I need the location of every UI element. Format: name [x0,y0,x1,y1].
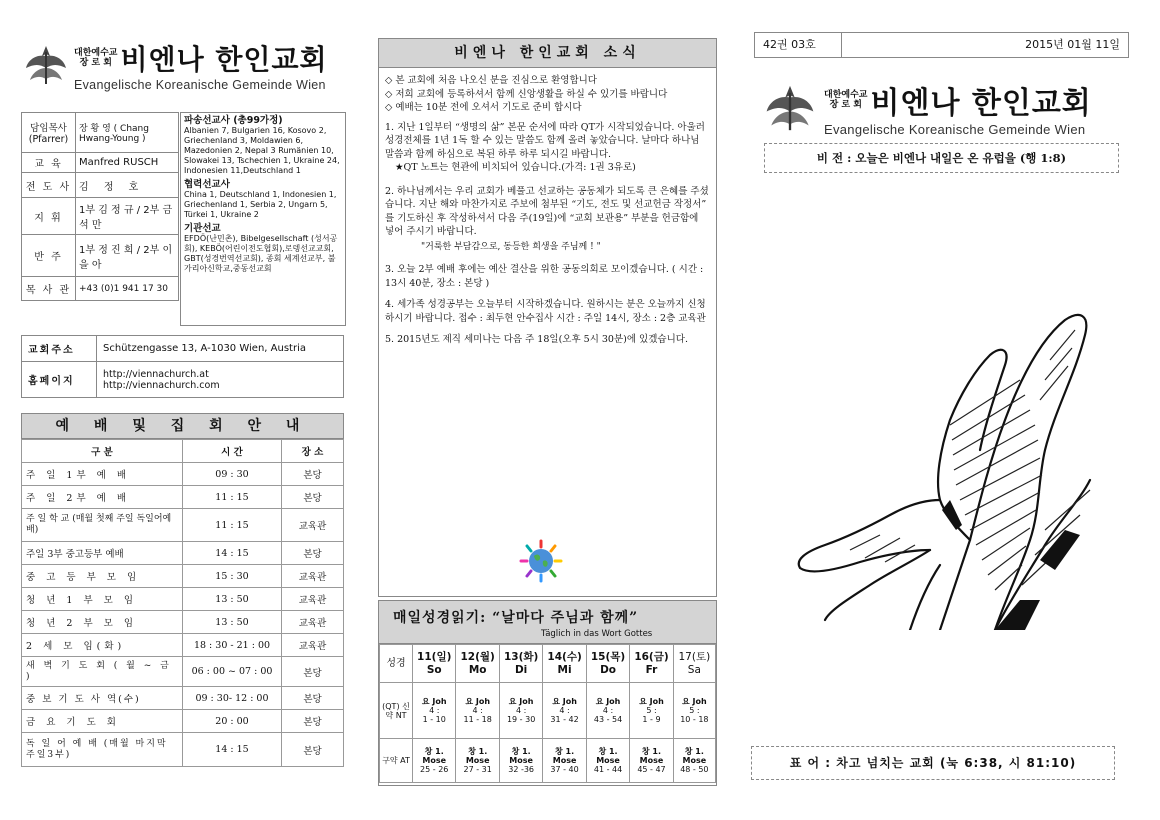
news-intro-2: ◇ 저희 교회에 등록하셔서 함께 신앙생활을 하실 수 있기를 바랍니다 [385,88,668,100]
staff-table: 담임목사 (Pfarrer) 장 황 영 ( Chang Hwang-Young ) 교 육 Manfred RUSCH 전 도 사 김 정 호 지 휘 1부 김 정 규 / 2부 금 석 만 반 주 1부 정 진 희 / 2부 이 을 아 목 사 관 +43 (0)1 941 17 30 [21,112,179,301]
homepage-link-1[interactable]: http://viennachurch.at [103,368,209,380]
church-header-right [762,78,1092,137]
church-logo-icon [762,81,818,135]
news-section [378,38,717,597]
table-row: 주 일 1부 예 배 09 : 30 본당 [22,463,344,486]
issue-volume: 42권 03호 [755,33,842,57]
news-intro-1: ◇ 본 교회에 처음 나오신 분을 진심으로 환영합니다 [385,75,597,86]
table-row: 새 벽 기 도 회 ( 월 ~ 금 ) 06 : 00 ~ 07 : 00 본당 [22,657,344,687]
news-item-2-quote: "거룩한 부담감으로, 동등한 희생을 주님께 ! " [421,241,601,252]
news-item-3: 3. 오늘 2부 예배 후에는 예산 결산을 위한 공동의회로 모이겠습니다. ( 시간 : 13시 40분, 장소 : 본당 ) [385,264,704,289]
table-row: 2 세 모 임(화) 18 : 30 - 21 : 00 교육관 [22,634,344,657]
table-row: 주일 3부 중고등부 예배 14 : 15 본당 [22,542,344,565]
church-logo-icon [22,42,70,88]
denomination-label: 대한예수교 장 로 회 [824,90,868,110]
table-row: 독 일 어 예 배 (매월 마지막 주일3부) 14 : 15 본당 [22,733,344,767]
news-item-1-note: ★QT 노트는 현관에 비치되어 있습니다.(가격: 1권 3유로) [395,162,636,173]
news-item-2: 2. 하나님께서는 우리 교회가 베풀고 선교하는 공동체가 되도록 큰 은혜를 주셨습니다. 지난 해와 마찬가지로 주보에 첨부된 “기도, 전도 및 선교헌금 작정서” 를 기도하신 후 작성하셔서 다음 주(19일)에 “교회 보관용” 부분을 헌금함에 넣어 주시기 바랍니다. [385,185,709,237]
address-label: 교회주소 [22,336,97,362]
church-header-left [22,38,328,92]
church-name-de: Evangelische Koreanische Gemeinde Wien [74,78,326,92]
church-name-de: Evangelische Koreanische Gemeinde Wien [824,122,1086,137]
church-name-ko: 비엔나 한인교회 [120,43,328,76]
news-intro-3: ◇ 예배는 10분 전에 오셔서 기도로 준비 합시다 [385,102,582,113]
table-row: 중 보 기 도 사 역(수) 09 : 30- 12 : 00 본당 [22,687,344,710]
praying-hands-illustration [790,300,1110,630]
news-title: 비엔나 한인교회 소식 [379,39,716,68]
address-value: Schützengasse 13, A-1030 Wien, Austria [97,336,344,362]
denomination-label: 대한예수교 장 로 회 [74,48,118,68]
address-table [21,335,344,398]
homepage-link-2[interactable]: http://viennachurch.com [103,379,220,391]
table-row: 금 요 기 도 회 20 : 00 본당 [22,710,344,733]
table-row: 중 고 등 부 모 임 15 : 30 교육관 [22,565,344,588]
table-row: 주 일 2부 예 배 11 : 15 본당 [22,486,344,509]
missionary-box: 파송선교사 (총99가정) Albanien 7, Bulgarien 16, Kosovo 2, Griechenland 3, Moldawien 6, Mazedonien 2, Nepal 3 Rumänien 10, Slowakei 13, Tschechien 1, Ukraine 24, Indonesien 11,Deutschland 1 협력선교사 China 1, Deutschland 1, Indonesien 1, Griechenland 1, Serbia 2, Ungarn 5, Türkei 1, Ukraine 2 기관선교 EFDÖ(난민촌), Bibelgesellschaft (성서공회), KEBÖ(어린이전도협회),로뎅선교교회, GBT(성경번역선교회), 종회 세계선교부, 불가리아신학교,중동선교회 [180,112,346,326]
bible-reading-title: 매일성경읽기: “날마다 주님과 함께” [393,610,639,626]
news-item-1: 1. 지난 1일부터 “생명의 삶” 본문 순서에 따라 QT가 시작되었습니다. 아울러 성경전체를 1년 1독 할 수 있는 말씀도 함께 올려 놓았습니다. 날마다 하나님 말씀과 함께 하심으로 복된 하루 하루 되시길 바랍니다. [385,121,705,160]
world-mission-globe-icon [517,537,565,585]
issue-date: 2015년 01월 11일 [1025,38,1120,51]
schedule-title: 예 배 및 집 회 안 내 [21,413,344,439]
bible-reading-subtitle: Täglich in das Wort Gottes [541,629,653,639]
church-name-ko: 비엔나 한인교회 [870,86,1092,121]
news-item-4: 4. 세가족 성경공부는 오늘부터 시작하겠습니다. 원하시는 분은 오늘까지 신청하시기 바랍니다. 접수 : 최두현 안수집사 시간 : 주일 14시, 장소 : 2층 교육관 [385,299,706,324]
vision-statement: 비 전 : 오늘은 비엔나 내일은 온 유럽을 (행 1:8) [764,143,1119,173]
schedule-section [21,413,344,767]
table-row: 청 년 2 부 모 임 13 : 50 교육관 [22,611,344,634]
schedule-table: 구 분 시 간 장 소 주 일 1부 예 배 09 : 30 본당 주 일 2부 예 배 11 : 15 본당 주 일 학 교 (매월 첫째 주일 독일어예배) 11 : 15 교육관 주일 3부 중고등부 예배 14 : 15 본당 중 고 등 부 모 임 15 : 30 교육관 청 년 1 부 모 임 13 : 50 교육관 청 년 2 부 모 임 13 : 50 교육관 2 세 모 임(화) 18 : 30 - 21 : 00 교육관 새 벽 기 도 회 ( 월 ~ 금 ) 06 : 00 ~ 07 : 00 본당 중 보 기 도 사 역(수) 09 : 30- 12 : 00 본당 금 요 기 도 회 20 : 00 본당 독 일 어 예 배 (매월 마지막 주일3부) 14 : 15 본당 [21,439,344,767]
table-row: 주 일 학 교 (매월 첫째 주일 독일어예배) 11 : 15 교육관 [22,509,344,542]
motto-statement: 표 어 : 차고 넘치는 교회 (눅 6:38, 시 81:10) [751,746,1115,780]
bible-reading-section [378,600,717,786]
table-row: 청 년 1 부 모 임 13 : 50 교육관 [22,588,344,611]
issue-bar [754,32,1129,58]
bible-reading-table: 성경 11(일) So 12(월) Mo 13(화) Di 14(수) Mi 15(목) Do 16(금) Fr 17(토) Sa (QT) 신약 NT 요 Joh 4 : 1 - 10 요 Joh 4 : 11 - 18 요 Joh 4 : 19 - 30 요 Joh 4 : 31 - 42 요 Joh 4 : 43 - 54 요 Joh 5 : 1 - 9 요 Joh 5 : 10 - 18 구약 AT 창 1. Mose 25 - 26 창 1. Mose 27 - 31 창 1. Mose 32 -36 창 1. Mose 37 - 40 창 1. Mose 41 - 44 창 1. Mose 45 - 47 창 1. Mose 48 - 50 [379,644,716,783]
news-item-5: 5. 2015년도 제직 세미나는 다음 주 18일(오후 5시 30분)에 있겠습니다. [385,334,688,345]
homepage-label: 홈페이지 [22,362,97,398]
